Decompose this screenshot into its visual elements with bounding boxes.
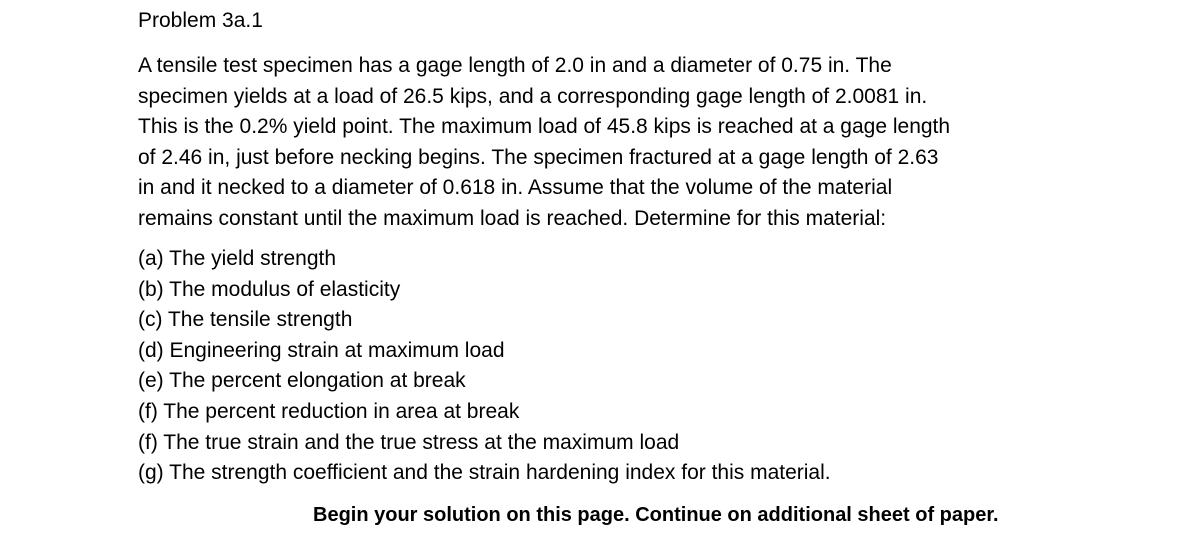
question-item-a: (a) The yield strength: [138, 247, 337, 270]
statement-line: A tensile test specimen has a gage length of 2.0 in and a diameter of 0.75 in. The: [138, 54, 892, 77]
question-list: [138, 244, 831, 489]
question-item-e: (e) The percent elongation at break: [138, 369, 466, 393]
statement-line: in and it necked to a diameter of 0.618 in. Assume that the volume of the material: [138, 176, 893, 200]
question-item-f2: (f) The true strain and the true stress at the maximum load: [138, 430, 680, 454]
problem-title: Problem 3a.1: [138, 9, 263, 32]
solution-instruction: Begin your solution on this page. Continue on additional sheet of paper.: [313, 504, 999, 526]
statement-line: of 2.46 in, just before necking begins. The specimen fractured at a gage length of 2.63: [138, 145, 939, 169]
statement-line: remains constant until the maximum load is reached. Determine for this material:: [138, 206, 887, 230]
question-item-g: (g) The strength coefficient and the strain hardening index for this material.: [138, 461, 831, 485]
question-item-b: (b) The modulus of elasticity: [138, 277, 401, 301]
problem-statement: [138, 51, 1098, 235]
question-item-c: (c) The tensile strength: [138, 308, 353, 332]
statement-line: This is the 0.2% yield point. The maximum load of 45.8 kips is reached at a gage length: [138, 115, 951, 139]
statement-line: specimen yields at a load of 26.5 kips, and a corresponding gage length of 2.0081 in.: [138, 84, 928, 108]
question-item-d: (d) Engineering strain at maximum load: [138, 338, 505, 362]
question-item-f1: (f) The percent reduction in area at break: [138, 399, 520, 423]
